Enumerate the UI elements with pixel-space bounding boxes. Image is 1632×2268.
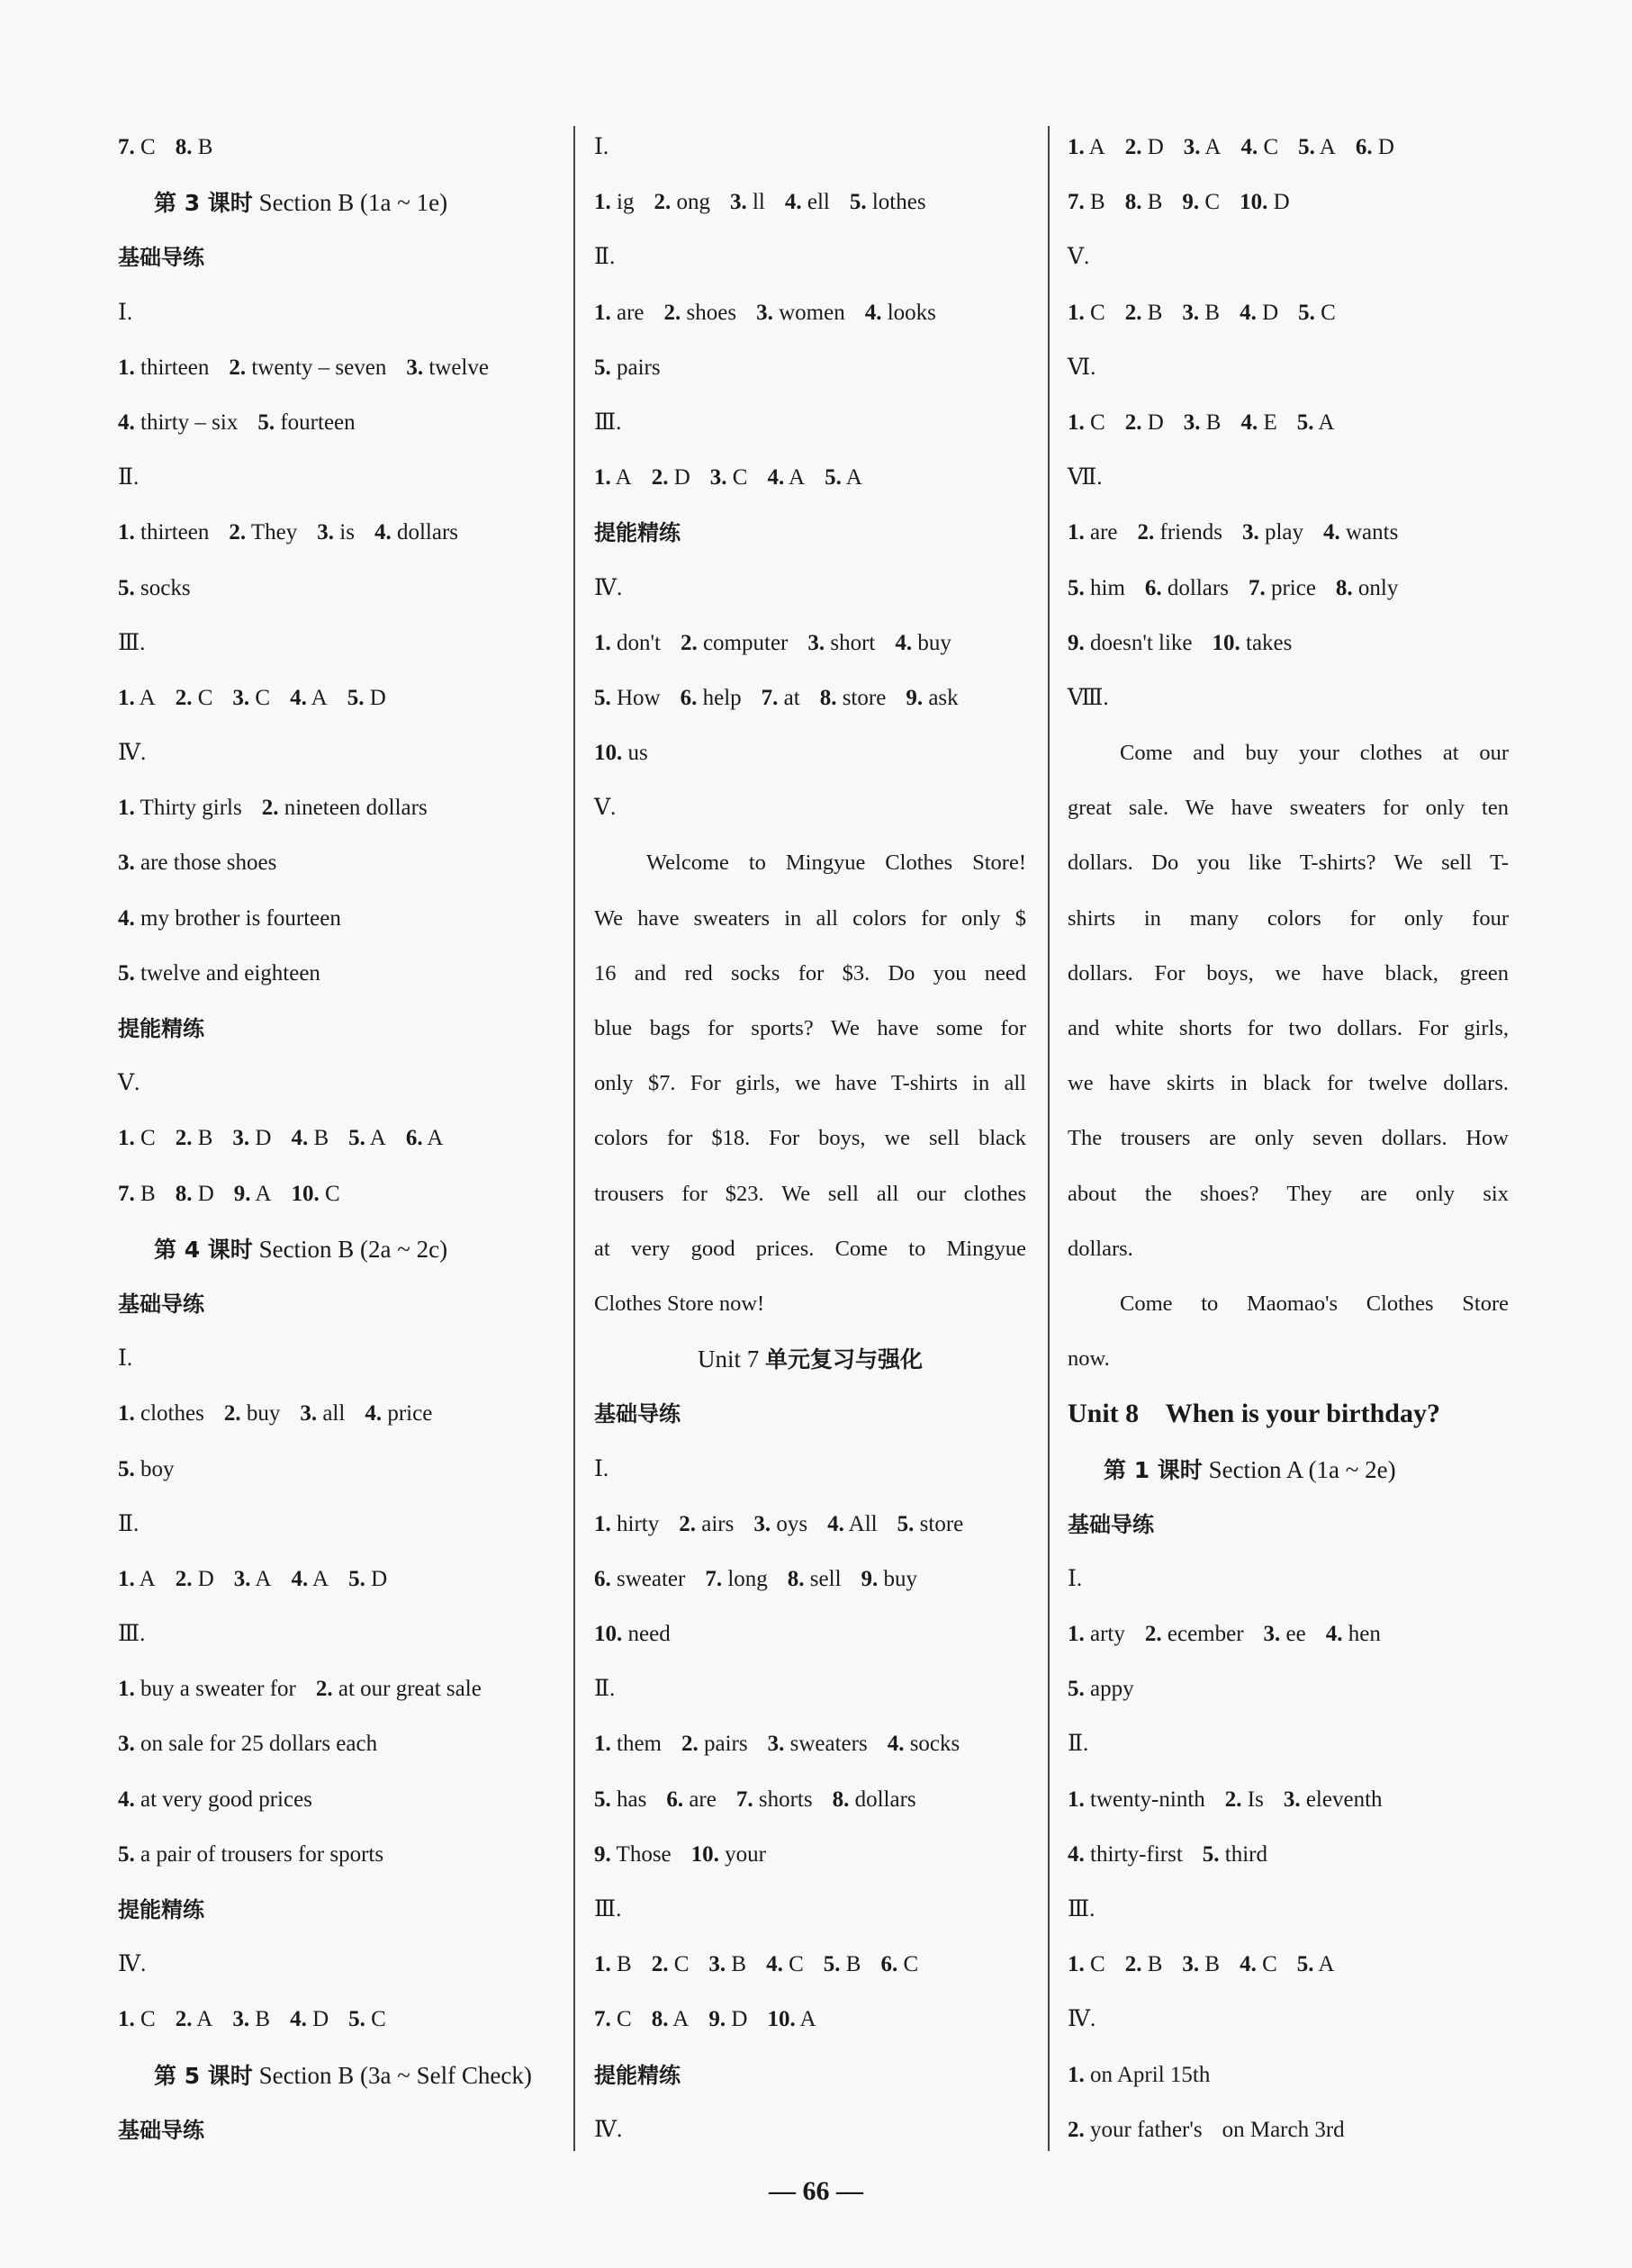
answer-column-middle: [594, 126, 1026, 2164]
answer-item: 8. D: [175, 1181, 214, 1206]
answer-item: 4. my brother is fourteen: [118, 905, 341, 931]
section-numeral: Ⅰ.: [118, 1346, 133, 1372]
answer-item: 4. C: [1240, 135, 1279, 159]
passage-line: The trousers are only seven dollars. How: [1068, 1126, 1509, 1151]
answer-item: 3. oys: [753, 1511, 808, 1536]
section-numeral: Ⅱ.: [118, 465, 140, 490]
answer-item: 7. C: [594, 2007, 632, 2032]
answer-line: [594, 1613, 1026, 1668]
answer-item: 5. a pair of trousers for sports: [118, 1841, 384, 1867]
answer-item: 2. C: [651, 1952, 690, 1977]
answer-item: 1. are: [594, 300, 645, 325]
answer-item: 6. help: [680, 685, 742, 710]
answer-item: 2. friends: [1137, 520, 1222, 545]
answer-line: [118, 677, 559, 732]
answer-line: [1068, 1943, 1509, 1998]
lesson-title: [118, 1228, 559, 1282]
answer-item: 4. looks: [864, 300, 936, 325]
answer-line: [118, 897, 559, 952]
answer-item: 9. buy: [861, 1566, 918, 1591]
answer-item: 3. C: [232, 685, 271, 710]
answer-item: 2. B: [1124, 1952, 1163, 1977]
passage-line: about the shoes? They are only six: [1068, 1181, 1509, 1206]
section-numeral: Ⅰ.: [594, 1456, 609, 1481]
answer-item: 10. need: [594, 1622, 671, 1647]
answer-item: 2. nineteen dollars: [261, 796, 428, 821]
answer-item: 3. C: [709, 465, 748, 490]
answer-line: [594, 622, 1026, 677]
answer-item: 7. shorts: [735, 1786, 813, 1812]
passage-line: dollars. Do you like T-shirts? We sell T-: [1068, 850, 1509, 876]
section-numeral: Ⅰ.: [594, 135, 609, 159]
answer-line: [118, 511, 559, 566]
answer-item: 2. D: [651, 465, 690, 490]
answer-line: [1068, 567, 1509, 622]
answer-item: 3. are those shoes: [118, 850, 277, 876]
answer-line: [1068, 1668, 1509, 1723]
answer-item: 3. eleventh: [1283, 1786, 1383, 1812]
answer-item: 1. C: [1068, 1952, 1105, 1977]
answer-item: 1. ig: [594, 190, 635, 215]
answer-item: 1. A: [1068, 135, 1105, 159]
passage-line: Come to Maomao's Clothes Store: [1120, 1291, 1509, 1316]
passage-line: Welcome to Mingyue Clothes Store!: [646, 850, 1026, 876]
answer-item: 8. only: [1335, 575, 1399, 600]
answer-item: 2. D: [1124, 135, 1164, 159]
answer-item: 5. store: [897, 1511, 964, 1536]
passage-line: dollars.: [1068, 1236, 1133, 1261]
answer-item: 3. on sale for 25 dollars each: [118, 1732, 378, 1757]
answer-item: 1. thirteen: [118, 520, 210, 545]
answer-line: [1068, 1833, 1509, 1888]
column-divider: [573, 126, 575, 2151]
section-numeral: Ⅲ.: [118, 1622, 146, 1647]
lesson-section: Section B (1a ~ 1e): [258, 189, 448, 217]
answer-line: [594, 732, 1026, 787]
answer-line: [1068, 1613, 1509, 1668]
passage-line: dollars. For boys, we have black, green: [1068, 960, 1509, 986]
answer-item: 1. Thirty girls: [118, 796, 242, 821]
answer-item: 1. clothes: [118, 1401, 204, 1426]
answer-item: 4. dollars: [374, 520, 459, 545]
answer-item: 5. lothes: [849, 190, 926, 215]
answer-item: 5. appy: [1068, 1677, 1134, 1702]
answer-item: 3. is: [317, 520, 355, 545]
answer-line: [1068, 2109, 1509, 2164]
answer-item: 10. takes: [1212, 630, 1293, 655]
answer-item: 1. C: [1068, 300, 1105, 325]
answer-column-right: [1068, 126, 1509, 2164]
answer-item: 2. at our great sale: [315, 1677, 482, 1702]
section-numeral: Ⅱ.: [118, 1511, 140, 1536]
passage-line: Clothes Store now!: [594, 1291, 765, 1316]
answer-item: 1. C: [1068, 410, 1105, 435]
section-heading: 提能精练: [118, 1897, 204, 1922]
section-numeral: Ⅰ.: [118, 300, 133, 325]
passage-line: trousers for $23. We sell all our clothes: [594, 1181, 1026, 1206]
answer-item: 2. C: [175, 685, 213, 710]
answer-item: 5. B: [823, 1952, 861, 1977]
section-numeral: Ⅳ.: [594, 2117, 623, 2142]
answer-line: [594, 1943, 1026, 1998]
answer-item: 2. ong: [654, 190, 710, 215]
passage-line: colors for $18. For boys, we sell black: [594, 1126, 1026, 1151]
answer-item: 2. buy: [223, 1401, 281, 1426]
section-numeral: Ⅱ.: [594, 1677, 616, 1702]
passage-line: 16 and red socks for $3. Do you need: [594, 960, 1026, 986]
answer-line: [1068, 622, 1509, 677]
unit-review-title: [594, 1337, 1026, 1392]
answer-item: 2. ecember: [1144, 1622, 1244, 1647]
answer-line: [594, 1558, 1026, 1613]
section-heading: 提能精练: [118, 1016, 204, 1041]
answer-item: 2. computer: [680, 630, 789, 655]
answer-item: 4. buy: [895, 630, 951, 655]
answer-item: 2. your father's: [1068, 2117, 1203, 2142]
section-heading: 基础导练: [594, 1401, 681, 1427]
answer-item: 4. ell: [784, 190, 830, 215]
lesson-title: [1068, 1448, 1509, 1503]
answer-line: [118, 401, 559, 456]
answer-item: 4. thirty – six: [118, 410, 239, 435]
lesson-section: Section B (2a ~ 2c): [258, 1235, 448, 1263]
answer-item: 1. twenty-ninth: [1068, 1786, 1205, 1812]
section-numeral: Ⅳ.: [1068, 2007, 1096, 2032]
answer-item: 9. Those: [594, 1841, 672, 1867]
answer-line: [1068, 126, 1509, 181]
answer-item: 6. C: [880, 1952, 919, 1977]
passage-line: great sale. We have sweaters for only ten: [1068, 796, 1509, 821]
answer-item: 4. A: [290, 685, 328, 710]
section-numeral: Ⅳ.: [118, 1952, 147, 1977]
lesson-title: [118, 181, 559, 236]
section-numeral: Ⅶ.: [1068, 465, 1103, 490]
passage-line: and white shorts for two dollars. For girls,: [1068, 1016, 1509, 1040]
lesson-section: Section B (3a ~ Self Check): [258, 2061, 532, 2089]
column-divider: [1048, 126, 1050, 2151]
answer-item: 4. D: [290, 2007, 329, 2032]
answer-item: 8. A: [651, 2007, 690, 2032]
answer-item: 1. C: [118, 2007, 156, 2032]
passage-line: at very good prices. Come to Mingyue: [594, 1236, 1026, 1261]
section-heading: 提能精练: [594, 520, 681, 546]
answer-line: [118, 1723, 559, 1778]
section-numeral: Ⅵ.: [1068, 355, 1096, 380]
answer-item: 3. ee: [1263, 1622, 1306, 1647]
answer-line: [118, 126, 559, 181]
answer-item: 2. Is: [1224, 1786, 1264, 1812]
answer-line: [118, 1392, 559, 1447]
answer-item: 4. C: [766, 1952, 804, 1977]
answer-item: 7. long: [705, 1566, 768, 1591]
answer-item: 1. hirty: [594, 1511, 660, 1536]
answer-line: [118, 787, 559, 842]
answer-item: 6. A: [405, 1126, 444, 1151]
answer-item: 3. ll: [729, 190, 765, 215]
answer-item: 6. sweater: [594, 1566, 686, 1591]
answer-item: 3. short: [807, 630, 876, 655]
lesson-number: 第 3 课时: [154, 190, 253, 217]
passage-line: now.: [1068, 1346, 1110, 1372]
answer-item: 1. thirteen: [118, 355, 210, 380]
answer-item: 4. price: [365, 1401, 433, 1426]
answer-item: 5. has: [594, 1786, 647, 1812]
unit-label: Unit 7: [697, 1346, 760, 1373]
section-heading: 基础导练: [118, 2117, 204, 2143]
section-heading: 基础导练: [118, 245, 204, 271]
answer-item: on March 3rd: [1222, 2117, 1345, 2142]
answer-item: 7. B: [118, 1181, 156, 1206]
answer-line: [594, 292, 1026, 346]
answer-item: 4. A: [291, 1566, 329, 1591]
answer-column-left: [118, 126, 559, 2164]
answer-item: 5. A: [825, 465, 862, 490]
section-numeral: Ⅴ.: [594, 796, 617, 821]
answer-item: 2. pairs: [681, 1732, 748, 1757]
answer-item: 9. doesn't like: [1068, 630, 1193, 655]
answer-item: 9. C: [1182, 190, 1221, 215]
answer-line: [594, 1723, 1026, 1778]
answer-line: [118, 952, 559, 1007]
answer-item: 4. socks: [887, 1732, 960, 1757]
answer-item: 5. C: [348, 2007, 386, 2032]
answer-item: 3. women: [756, 300, 845, 325]
answer-item: 4. A: [767, 465, 806, 490]
section-numeral: Ⅲ.: [1068, 1897, 1096, 1922]
answer-item: 5. him: [1068, 575, 1125, 600]
answer-item: 2. A: [175, 2007, 213, 2032]
section-numeral: Ⅳ.: [118, 741, 147, 766]
answer-item: 3. B: [708, 1952, 747, 1977]
answer-item: 1. arty: [1068, 1622, 1125, 1647]
answer-item: 9. A: [233, 1181, 272, 1206]
answer-item: 3. all: [300, 1401, 346, 1426]
answer-item: 1. A: [118, 1566, 156, 1591]
answer-item: 3. B: [1183, 410, 1222, 435]
answer-item: 9. D: [708, 2007, 748, 2032]
answer-line: [1068, 1778, 1509, 1833]
section-heading: 基础导练: [1068, 1511, 1154, 1537]
answer-line: [1068, 401, 1509, 456]
answer-line: [118, 1833, 559, 1888]
answer-item: 4. wants: [1323, 520, 1399, 545]
answer-line: [118, 1448, 559, 1503]
answer-item: 1. don't: [594, 630, 661, 655]
answer-item: 1. them: [594, 1732, 662, 1757]
answer-item: 3. twelve: [406, 355, 489, 380]
passage-line: Come and buy your clothes at our: [1120, 741, 1509, 766]
answer-line: [1068, 181, 1509, 236]
answer-item: 5. socks: [118, 575, 191, 600]
unit-title: Unit 8 When is your birthday?: [1068, 1399, 1440, 1429]
answer-item: 3. sweaters: [767, 1732, 868, 1757]
lesson-number: 第 4 课时: [154, 1236, 253, 1263]
lesson-title: [118, 2054, 559, 2109]
answer-item: 10. A: [767, 2007, 816, 2032]
answer-item: 2. shoes: [663, 300, 737, 325]
answer-item: 6. are: [666, 1786, 717, 1812]
answer-item: 3. A: [233, 1566, 272, 1591]
lesson-number: 第 5 课时: [154, 2062, 253, 2089]
answer-item: 2. B: [175, 1126, 213, 1151]
answer-item: 3. B: [232, 2007, 271, 2032]
answer-item: 3. play: [1241, 520, 1303, 545]
answer-item: 1. on April 15th: [1068, 2062, 1211, 2087]
answer-item: 5. A: [1296, 410, 1335, 435]
answer-item: 4. C: [1240, 1952, 1277, 1977]
answer-item: 5. third: [1202, 1841, 1267, 1867]
section-numeral: Ⅲ.: [594, 1897, 622, 1922]
answer-line: [118, 1668, 559, 1723]
section-numeral: Ⅱ.: [594, 245, 616, 270]
answer-item: 3. B: [1182, 300, 1221, 325]
answer-item: 7. at: [761, 685, 800, 710]
answer-item: 2. B: [1124, 300, 1163, 325]
answer-line: [118, 1173, 559, 1228]
unit-review-label: 单元复习与强化: [765, 1346, 924, 1373]
answer-line: [118, 1778, 559, 1833]
page-number: — 66 —: [769, 2176, 863, 2206]
section-numeral: Ⅷ.: [1068, 685, 1109, 710]
answer-item: 5. pairs: [594, 355, 661, 380]
answer-line: [594, 346, 1026, 401]
answer-item: 6. dollars: [1144, 575, 1229, 600]
answer-item: 5. How: [594, 685, 661, 710]
lesson-section: Section A (1a ~ 2e): [1208, 1455, 1396, 1483]
answer-item: 4. D: [1240, 300, 1279, 325]
passage-line: shirts in many colors for only four: [1068, 905, 1509, 931]
answer-item: 5. D: [348, 1566, 388, 1591]
answer-item: 7. B: [1068, 190, 1105, 215]
answer-item: 5. D: [347, 685, 386, 710]
answer-item: 2. D: [1124, 410, 1164, 435]
answer-item: 4. E: [1240, 410, 1277, 435]
answer-item: 5. A: [348, 1126, 386, 1151]
answer-item: 7. C: [118, 135, 156, 159]
answer-item: 9. ask: [906, 685, 959, 710]
answer-line: [118, 1117, 559, 1172]
answer-item: 1. A: [118, 685, 156, 710]
answer-line: [118, 1558, 559, 1613]
answer-item: 5. twelve and eighteen: [118, 960, 320, 986]
passage-line: We have sweaters in all colors for only $: [594, 905, 1026, 931]
answer-item: 1. C: [118, 1126, 156, 1151]
answer-item: 2. They: [229, 520, 298, 545]
section-numeral: Ⅲ.: [594, 410, 622, 435]
lesson-number: 第 1 课时: [1104, 1456, 1203, 1483]
passage-line: we have skirts in black for twelve dollars.: [1068, 1071, 1509, 1096]
answer-line: [594, 456, 1026, 511]
answer-item: 1. B: [594, 1952, 632, 1977]
section-numeral: Ⅲ.: [118, 630, 146, 655]
answer-item: 7. price: [1248, 575, 1316, 600]
answer-item: 8. store: [819, 685, 887, 710]
section-numeral: Ⅴ.: [1068, 245, 1090, 270]
answer-item: 1. buy a sweater for: [118, 1677, 296, 1702]
answer-line: [594, 1833, 1026, 1888]
answer-item: 8. B: [1124, 190, 1163, 215]
answer-item: 10. D: [1240, 190, 1290, 215]
answer-item: 3. B: [1182, 1952, 1221, 1977]
answer-item: 4. All: [827, 1511, 878, 1536]
answer-item: 4. thirty-first: [1068, 1841, 1183, 1867]
answer-item: 3. A: [1183, 135, 1222, 159]
section-numeral: Ⅴ.: [118, 1071, 140, 1096]
section-heading: 基础导练: [118, 1291, 204, 1317]
answer-item: 8. B: [175, 135, 213, 159]
answer-item: 2. airs: [679, 1511, 735, 1536]
passage-line: only $7. For girls, we have T-shirts in all: [594, 1071, 1026, 1096]
answer-line: [1068, 2054, 1509, 2109]
section-numeral: Ⅱ.: [1068, 1732, 1089, 1757]
answer-line: [594, 1998, 1026, 2053]
answer-item: 2. twenty – seven: [229, 355, 387, 380]
answer-item: 10. your: [690, 1841, 766, 1867]
answer-item: 5. fourteen: [257, 410, 356, 435]
answer-item: 8. dollars: [832, 1786, 916, 1812]
answer-item: 10. C: [291, 1181, 340, 1206]
answer-line: [594, 181, 1026, 236]
answer-line: [118, 842, 559, 896]
answer-item: 5. boy: [118, 1456, 175, 1481]
answer-item: 4. at very good prices: [118, 1786, 312, 1812]
answer-line: [1068, 292, 1509, 346]
answer-item: 1. are: [1068, 520, 1118, 545]
passage-line: blue bags for sports? We have some for: [594, 1016, 1026, 1040]
answer-item: 3. D: [232, 1126, 272, 1151]
answer-line: [118, 346, 559, 401]
answer-item: 1. A: [594, 465, 632, 490]
answer-line: [1068, 511, 1509, 566]
answer-item: 5. A: [1298, 135, 1336, 159]
answer-line: [594, 1503, 1026, 1558]
answer-line: [118, 1998, 559, 2053]
answer-item: 5. C: [1298, 300, 1336, 325]
answer-item: 6. D: [1355, 135, 1394, 159]
section-numeral: Ⅰ.: [1068, 1566, 1083, 1591]
section-numeral: Ⅳ.: [594, 575, 623, 600]
answer-item: 2. D: [175, 1566, 214, 1591]
answer-item: 8. sell: [787, 1566, 842, 1591]
section-heading: 提能精练: [594, 2062, 681, 2088]
answer-line: [594, 1778, 1026, 1833]
answer-line: [118, 567, 559, 622]
answer-item: 5. A: [1296, 1952, 1335, 1977]
answer-item: 4. hen: [1325, 1622, 1381, 1647]
answer-item: 10. us: [594, 741, 648, 766]
answer-line: [594, 677, 1026, 732]
answer-item: 4. B: [291, 1126, 329, 1151]
